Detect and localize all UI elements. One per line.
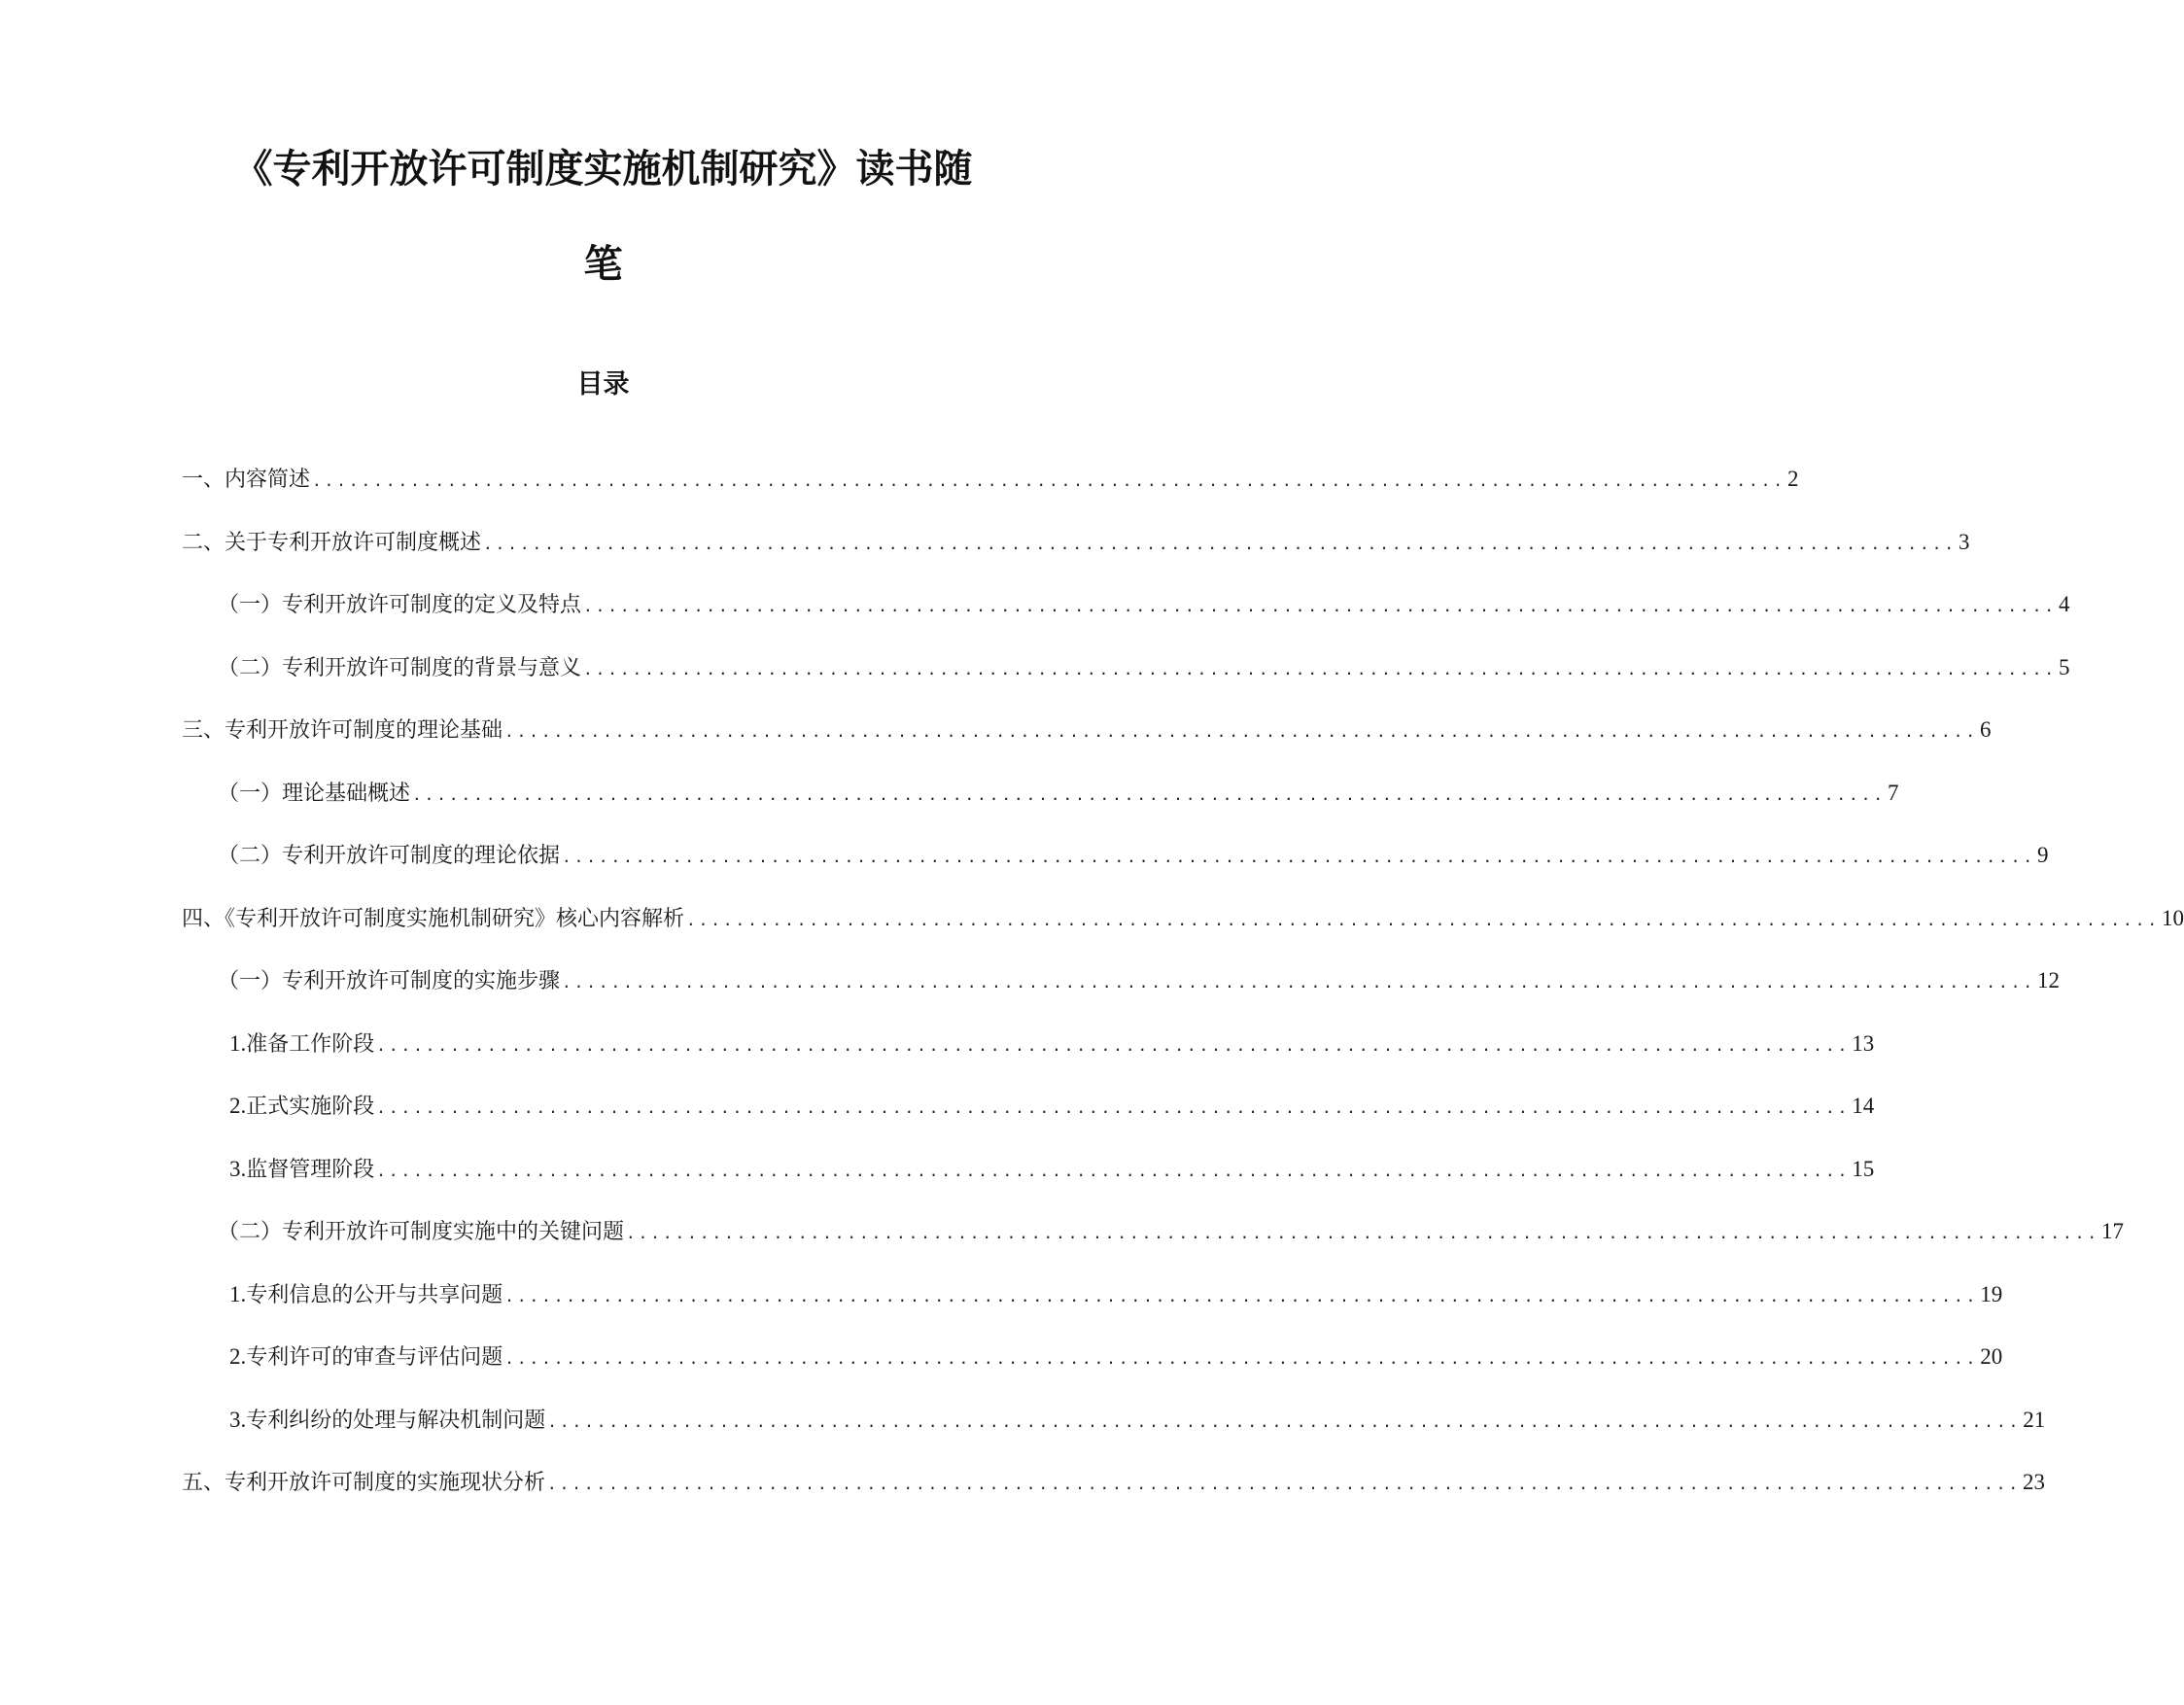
toc-entry-label: 准备工作阶段: [246, 1032, 375, 1057]
toc-entry-label: 五、专利开放许可制度的实施现状分析: [182, 1471, 546, 1495]
toc-entry-page-number: 4: [2058, 592, 2070, 616]
toc-entry-page-number: 23: [2022, 1470, 2045, 1494]
toc-entry-page-number: 15: [1852, 1157, 1875, 1181]
toc-entry-label: 专利信息的公开与共享问题: [246, 1283, 503, 1307]
toc-entry-label: 一、内容简述: [182, 468, 311, 492]
toc-entry-page-number: 3: [1958, 530, 1970, 554]
toc-entry[interactable]: [182, 713, 1992, 747]
toc-leader-dots: ........................................................................................................................: [504, 1349, 1979, 1368]
toc-entry-number: 3.: [229, 1157, 247, 1181]
toc-entry-label: 四、《专利开放许可制度实施机制研究》核心内容解析: [182, 907, 685, 931]
toc-entry[interactable]: [229, 1340, 2003, 1374]
toc-heading: 目录: [576, 369, 630, 400]
toc-entry-page-number: 9: [2036, 843, 2049, 867]
toc-entry-page-number: 2: [1786, 467, 1799, 491]
toc-entry-page-number: 17: [2100, 1219, 2124, 1243]
toc-leader-dots: ........................................................................................................................: [562, 973, 2035, 992]
toc-entry-page-number: 6: [1979, 717, 1992, 742]
toc-entry-number: 1.: [229, 1282, 247, 1306]
toc-entry-page-number: 14: [1852, 1094, 1875, 1118]
toc-leader-dots: ........................................................................................................................: [547, 1412, 2022, 1431]
toc-entry-page-number: 10: [2161, 906, 2184, 930]
toc-entry[interactable]: [182, 526, 1970, 559]
toc-entry-number: 3.: [229, 1408, 247, 1432]
toc-entry[interactable]: [218, 964, 2060, 997]
toc-leader-dots: ........................................................................................................................: [483, 535, 1957, 553]
toc-leader-dots: ........................................................................................................................: [562, 848, 2035, 866]
toc-leader-dots: ........................................................................................................................: [583, 597, 2057, 615]
toc-leader-dots: ........................................................................................................................: [686, 911, 2160, 929]
toc-entry[interactable]: [229, 1027, 1875, 1061]
toc-entry-label: （二）专利开放许可制度的背景与意义: [218, 656, 582, 680]
toc-leader-dots: ........................................................................................................................: [376, 1036, 1851, 1055]
toc-entry-number: 2.: [229, 1344, 247, 1369]
toc-entry[interactable]: [229, 1090, 1875, 1123]
document-title-line-1: 《专利开放许可制度实施机制研究》读书随: [233, 147, 973, 191]
toc-entry-label: 监督管理阶段: [246, 1158, 375, 1182]
toc-entry[interactable]: [218, 839, 2049, 872]
toc-entry-page-number: 5: [2058, 655, 2070, 679]
toc-entry-label: （二）专利开放许可制度实施中的关键问题: [218, 1220, 625, 1244]
toc-entry[interactable]: [182, 463, 1799, 496]
toc-entry-page-number: 7: [1887, 781, 1899, 805]
toc-entry[interactable]: [229, 1404, 2046, 1437]
document-title-line-2: 笔: [583, 242, 623, 287]
toc-entry[interactable]: [218, 777, 1899, 810]
toc-entry-label: （一）专利开放许可制度的定义及特点: [218, 593, 582, 617]
toc-entry[interactable]: [229, 1153, 1875, 1186]
toc-leader-dots: ........................................................................................................................: [583, 660, 2057, 679]
toc-entry[interactable]: [229, 1278, 2003, 1311]
toc-entry[interactable]: [218, 651, 2070, 684]
toc-entry-label: （二）专利开放许可制度的理论依据: [218, 844, 561, 868]
toc-entry-page-number: 19: [1980, 1282, 2003, 1306]
toc-leader-dots: ........................................................................................................................: [547, 1475, 2021, 1493]
toc-entry-number: 1.: [229, 1031, 247, 1056]
toc-leader-dots: ........................................................................................................................: [376, 1162, 1851, 1180]
toc-entry-number: 2.: [229, 1094, 247, 1118]
toc-leader-dots: ........................................................................................................................: [376, 1098, 1851, 1117]
toc-entry-page-number: 13: [1852, 1031, 1875, 1056]
toc-entry[interactable]: [218, 588, 2070, 621]
toc-entry[interactable]: [182, 902, 2184, 935]
toc-entry-label: 专利纠纷的处理与解决机制问题: [246, 1409, 546, 1433]
toc-entry-label: 专利许可的审查与评估问题: [246, 1345, 503, 1370]
toc-entry-label: （一）理论基础概述: [218, 782, 411, 806]
toc-leader-dots: ........................................................................................................................: [412, 785, 1886, 804]
toc-entry[interactable]: [218, 1215, 2124, 1248]
toc-entry-label: （一）专利开放许可制度的实施步骤: [218, 969, 561, 993]
toc-entry-page-number: 21: [2023, 1408, 2046, 1432]
toc-entry-label: 正式实施阶段: [246, 1095, 375, 1119]
toc-entry-page-number: 12: [2036, 968, 2060, 992]
toc-entry-page-number: 20: [1980, 1344, 2003, 1369]
toc-leader-dots: ........................................................................................................................: [626, 1224, 2099, 1242]
toc-entry-label: 二、关于专利开放许可制度概述: [182, 531, 482, 555]
toc-leader-dots: ........................................................................................................................: [504, 1287, 1979, 1305]
toc-entry-label: 三、专利开放许可制度的理论基础: [182, 718, 503, 743]
toc-leader-dots: ........................................................................................................................: [504, 722, 1978, 741]
toc-entry[interactable]: [182, 1466, 2045, 1499]
toc-leader-dots: ........................................................................................................................: [312, 471, 1785, 490]
